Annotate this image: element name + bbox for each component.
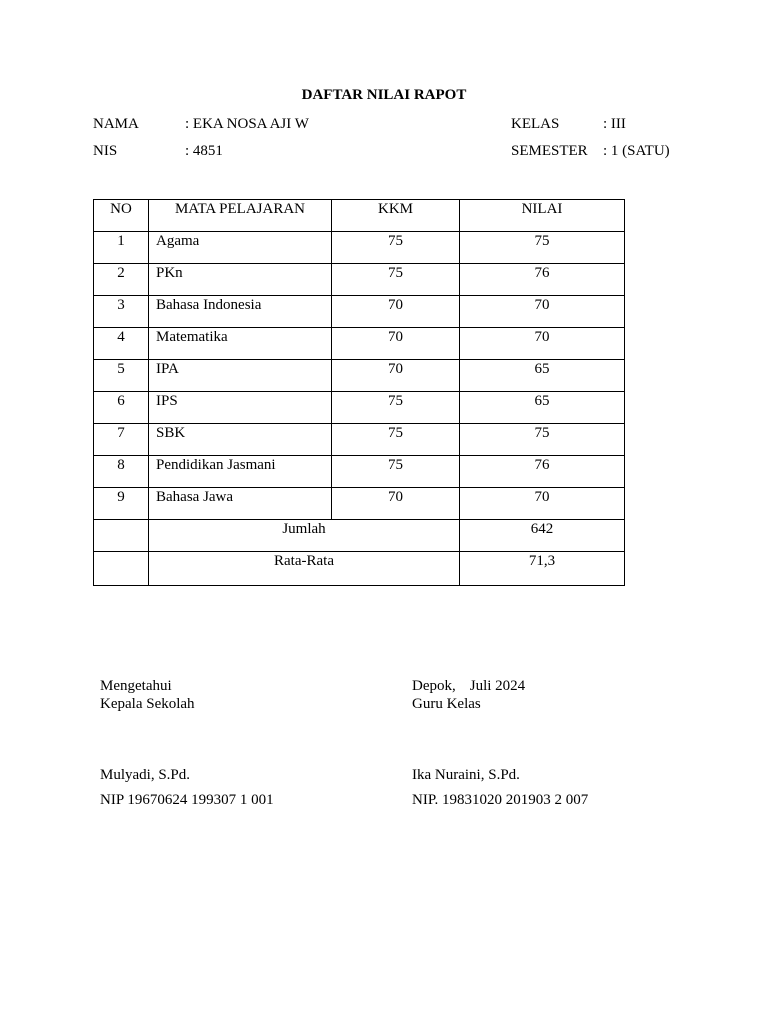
table-row — [94, 232, 625, 264]
signature-date: Juli 2024 — [469, 678, 526, 694]
cell-kkm: 70 — [332, 296, 460, 328]
rata-rata-row — [94, 552, 625, 586]
cell-no: 9 — [94, 488, 149, 520]
signature-left-name: Mulyadi, S.Pd. — [100, 767, 191, 783]
cell-subject: SBK — [149, 424, 332, 456]
header-no: NO — [94, 200, 149, 232]
nama-label: NAMA — [93, 116, 139, 132]
cell-nilai: 76 — [460, 456, 625, 488]
cell-empty — [94, 520, 149, 552]
cell-kkm: 75 — [332, 232, 460, 264]
jumlah-row — [94, 520, 625, 552]
cell-no: 2 — [94, 264, 149, 296]
cell-no: 1 — [94, 232, 149, 264]
cell-nilai: 70 — [460, 328, 625, 360]
cell-kkm: 70 — [332, 488, 460, 520]
signature-place: Depok, — [412, 678, 456, 694]
cell-kkm: 75 — [332, 392, 460, 424]
cell-subject: Agama — [149, 232, 332, 264]
cell-subject: IPS — [149, 392, 332, 424]
cell-subject: PKn — [149, 264, 332, 296]
grades-table — [93, 199, 625, 586]
document-title: DAFTAR NILAI RAPOT — [301, 87, 467, 103]
cell-kkm: 70 — [332, 328, 460, 360]
cell-kkm: 75 — [332, 456, 460, 488]
kelas-label: KELAS — [511, 116, 560, 132]
cell-no: 6 — [94, 392, 149, 424]
cell-nilai: 65 — [460, 360, 625, 392]
semester-label: SEMESTER — [511, 143, 588, 159]
table-row — [94, 424, 625, 456]
table-header-row — [94, 200, 625, 232]
cell-no: 7 — [94, 424, 149, 456]
signature-right-nip: NIP. 19831020 201903 2 007 — [412, 792, 589, 808]
jumlah-value: 642 — [460, 520, 625, 552]
cell-nilai: 75 — [460, 232, 625, 264]
rata-rata-label: Rata-Rata — [149, 552, 460, 586]
table-row — [94, 360, 625, 392]
kelas-value: : III — [603, 116, 626, 132]
cell-nilai: 75 — [460, 424, 625, 456]
nis-value: : 4851 — [185, 143, 223, 159]
cell-no: 4 — [94, 328, 149, 360]
header-nilai: NILAI — [460, 200, 625, 232]
semester-value: : 1 (SATU) — [603, 143, 670, 159]
signature-left-role: Kepala Sekolah — [100, 696, 195, 712]
signature-right-place-date — [412, 678, 525, 695]
cell-no: 5 — [94, 360, 149, 392]
cell-no: 3 — [94, 296, 149, 328]
cell-subject: Matematika — [149, 328, 332, 360]
cell-subject: Bahasa Indonesia — [149, 296, 332, 328]
table-row — [94, 296, 625, 328]
signature-left-nip: NIP 19670624 199307 1 001 — [100, 792, 274, 808]
nis-label: NIS — [93, 143, 118, 159]
table-row — [94, 264, 625, 296]
table-row — [94, 392, 625, 424]
cell-subject: Pendidikan Jasmani — [149, 456, 332, 488]
cell-nilai: 70 — [460, 296, 625, 328]
signature-right-name: Ika Nuraini, S.Pd. — [412, 767, 520, 783]
cell-kkm: 70 — [332, 360, 460, 392]
signature-right-role: Guru Kelas — [412, 696, 481, 712]
cell-nilai: 65 — [460, 392, 625, 424]
table-row — [94, 488, 625, 520]
cell-empty — [94, 552, 149, 586]
signature-left-mengetahui: Mengetahui — [100, 678, 172, 694]
cell-subject: IPA — [149, 360, 332, 392]
cell-subject: Bahasa Jawa — [149, 488, 332, 520]
table-row — [94, 456, 625, 488]
nama-value: : EKA NOSA AJI W — [185, 116, 309, 132]
header-mata-pelajaran: MATA PELAJARAN — [149, 200, 332, 232]
cell-no: 8 — [94, 456, 149, 488]
table-row — [94, 328, 625, 360]
cell-nilai: 70 — [460, 488, 625, 520]
jumlah-label: Jumlah — [149, 520, 460, 552]
cell-kkm: 75 — [332, 424, 460, 456]
cell-kkm: 75 — [332, 264, 460, 296]
rata-rata-value: 71,3 — [460, 552, 625, 586]
header-kkm: KKM — [332, 200, 460, 232]
cell-nilai: 76 — [460, 264, 625, 296]
